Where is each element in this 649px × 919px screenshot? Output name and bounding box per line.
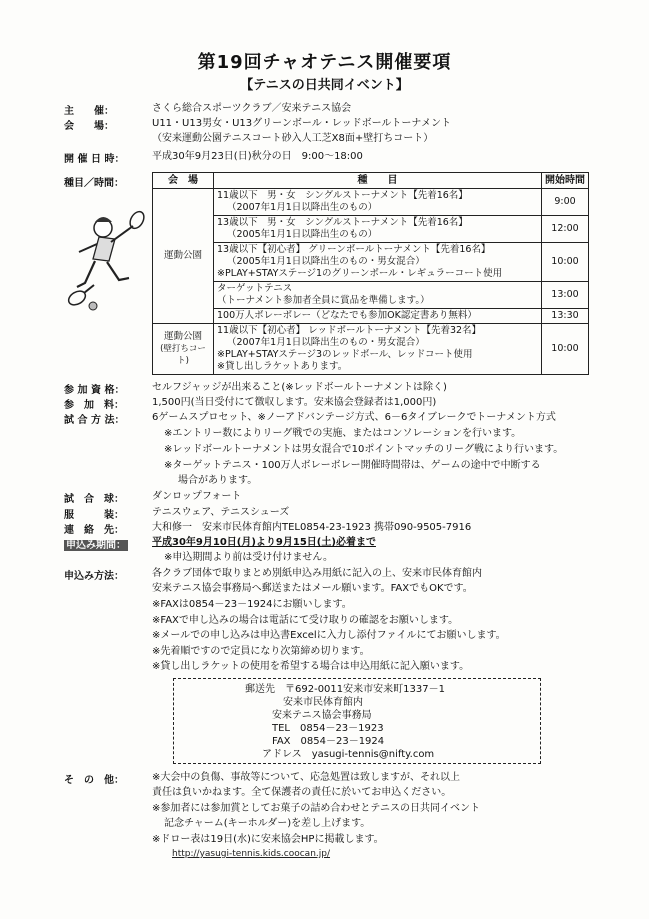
ball-label: 試 合 球：: [64, 494, 124, 505]
address-line2: 安来市民体育館内: [283, 697, 363, 708]
format-value: 6ゲームスプロセット、※ノーアドバンテージ方式、6－6タイブレークでトーナメント方式: [152, 412, 556, 423]
event-line: （2005年1月1日以降出生のもの）: [227, 229, 378, 240]
application-line: ※FAXで申し込みの場合は電話にて受け取りの確認をお願いします。: [152, 615, 459, 626]
time-cell: 10:00: [542, 324, 589, 375]
schedule-table: [152, 172, 589, 375]
address-tel: TEL 0854－23－1923: [272, 723, 384, 734]
event-line: 11歳以下【初心者】 レッドボールトーナメント【先着32名】: [217, 325, 482, 336]
application-line: 各クラブ団体で取りまとめ別紙申込み用紙に記入の上、安来市民体育館内: [152, 568, 482, 579]
address-line1: 郵送先 〒692-0011安来市安来町1337－1: [245, 684, 445, 695]
event-cell: [214, 309, 542, 324]
application-line: ※先着順ですので定員になり次第締め切ります。: [152, 646, 370, 657]
format-label: 試 合 方 法：: [64, 415, 125, 426]
time-cell: 9:00: [542, 189, 589, 216]
application-line: ※メールでの申し込みは申込書Excelに入力し添付ファイルにてお願いします。: [152, 630, 506, 641]
tennis-player-illustration: [55, 206, 145, 316]
application-line: ※貸し出しラケットの使用を希望する場合は申込用紙に記入願います。: [152, 661, 470, 672]
application-line: 安来テニス協会事務局へ郵送またはメール願います。FAXでもOKです。: [152, 583, 473, 594]
venue-wall-line2: (壁打ちコート): [160, 344, 206, 366]
dress-label: 服 装：: [64, 510, 124, 521]
header-start-time: 開始時間: [542, 173, 589, 189]
time-cell: 10:00: [542, 243, 589, 282]
application-line: ※FAXは0854－23－1924にお願いします。: [152, 599, 352, 610]
other-line: ※参加者には参加賞としてお菓子の詰め合わせとテニスの日共同イベント: [152, 803, 480, 814]
time-cell: 12:00: [542, 216, 589, 243]
fee-label: 参 加 料：: [64, 400, 124, 411]
venue-line2: （安来運動公園テニスコート砂入人工芝X8面+壁打ちコート）: [152, 133, 434, 144]
address-email[interactable]: アドレス yasugi-tennis@nifty.com: [262, 749, 435, 760]
other-line: ※大会中の負傷、事故等について、応急処置は致しますが、それ以上: [152, 772, 460, 783]
page-subtitle: 【テニスの日共同イベント】: [240, 78, 409, 93]
event-line: ※PLAY+STAYステージ1のグリーンボール・レギュラーコート使用: [217, 268, 503, 279]
fee-value: 1,500円(当日受付にて徴収します。安来協会登録者は1,000円): [152, 397, 437, 408]
other-line: 責任は負いかねます。全て保護者の責任に於いてお申込ください。: [152, 787, 452, 798]
eligibility-value: セルフジャッジが出来ること(※レッドボールトーナメントは除く): [152, 382, 447, 393]
format-note: 場合があります。: [178, 475, 258, 486]
venue-label: 会 場：: [64, 121, 114, 132]
format-note: ※レッドボールトーナメントは男女混合で10ポイントマッチのリーグ戦により行います。: [164, 444, 564, 455]
deadline-label-text: 申込み期間：: [66, 540, 126, 551]
event-cell: [214, 243, 542, 282]
table-row: [153, 282, 589, 309]
website-link[interactable]: http://yasugi-tennis.kids.coocan.jp/: [172, 849, 331, 859]
deadline-label: [64, 536, 128, 551]
application-label: 申込み方法：: [64, 571, 124, 582]
table-row: [153, 324, 589, 375]
table-row: [153, 216, 589, 243]
header-event: 種 目: [214, 173, 542, 189]
other-line: ※ドロー表は19日(水)に安来協会HPに掲載します。: [152, 834, 384, 845]
address-fax: FAX 0854－23－1924: [272, 736, 385, 747]
table-row: [153, 243, 589, 282]
table-row: [153, 189, 589, 216]
organizer-label: 主 催：: [64, 106, 114, 117]
event-cell: [214, 189, 542, 216]
ball-value: ダンロップフォート: [152, 491, 242, 502]
deadline-note: ※申込期間より前は受け付けません。: [164, 552, 333, 563]
format-note: ※エントリー数によりリーグ戦での実施、またはコンソレーションを行います。: [164, 428, 522, 439]
event-line: 13歳以下【初心者】 グリーンボールトーナメント【先着16名】: [217, 244, 491, 255]
schedule-header-row: [153, 173, 589, 189]
venue-wall-line1: 運動公園: [163, 331, 202, 342]
venue-cell-wall: [153, 324, 214, 375]
event-line: 11歳以下 男・女 シングルストーナメント【先着16名】: [217, 190, 468, 201]
address-line3: 安来テニス協会事務局: [272, 710, 372, 721]
event-line: ターゲットテニス: [217, 283, 293, 294]
format-note: ※ターゲットテニス・100万人ボレーボレー開催時間帯は、ゲームの途中で中断する: [164, 460, 541, 471]
other-line: 記念チャーム(キーホルダー)を差し上げます。: [164, 818, 371, 829]
contact-value: 大和修一 安来市民体育館内TEL0854-23-1923 携帯090-9505-7916: [152, 522, 472, 533]
dress-value: テニスウェア、テニスシューズ: [152, 507, 290, 518]
other-label: そ の 他：: [64, 775, 124, 786]
table-row: [153, 309, 589, 324]
contact-label: 連 絡 先：: [64, 525, 124, 536]
event-line: ※PLAY+STAYステージ3のレッドボール、レッドコート使用: [217, 349, 473, 360]
time-cell: 13:30: [542, 309, 589, 324]
schedule-label: 種目／時間：: [64, 178, 124, 189]
event-cell: [214, 324, 542, 375]
date-label: 開 催 日 時：: [64, 154, 125, 165]
event-cell: [214, 216, 542, 243]
eligibility-label: 参 加 資 格：: [64, 385, 125, 396]
event-line: （トーナメント参加者全員に賞品を準備します。）: [217, 295, 430, 306]
header-venue: 会 場: [153, 173, 214, 189]
event-line: ※貸し出しラケットあります。: [217, 361, 348, 372]
event-line: 100万人ボレーボレー（どなたでも参加OK認定書あり無料）: [217, 310, 477, 321]
event-line: 13歳以下 男・女 シングルストーナメント【先着16名】: [217, 217, 468, 228]
date-value: 平成30年9月23日(日)秋分の日 9:00～18:00: [152, 151, 363, 162]
event-line: （2007年1月1日以降出生のもの）: [227, 202, 378, 213]
venue-line1: U11・U13男女・U13グリーンボール・レッドボールトーナメント: [152, 118, 452, 129]
event-cell: [214, 282, 542, 309]
time-cell: 13:00: [542, 282, 589, 309]
event-line: （2007年1月1日以降出生のもの・男女混合）: [227, 337, 425, 348]
venue-cell-main: 運動公園: [153, 189, 214, 324]
deadline-value: 平成30年9月10日(月)より9月15日(土)必着まで: [152, 537, 376, 548]
organizer-value: さくら総合スポーツクラブ／安来テニス協会: [152, 103, 352, 114]
page-title: 第19回チャオテニス開催要項: [197, 52, 452, 73]
event-line: （2005年1月1日以降出生のもの・男女混合）: [227, 256, 425, 267]
